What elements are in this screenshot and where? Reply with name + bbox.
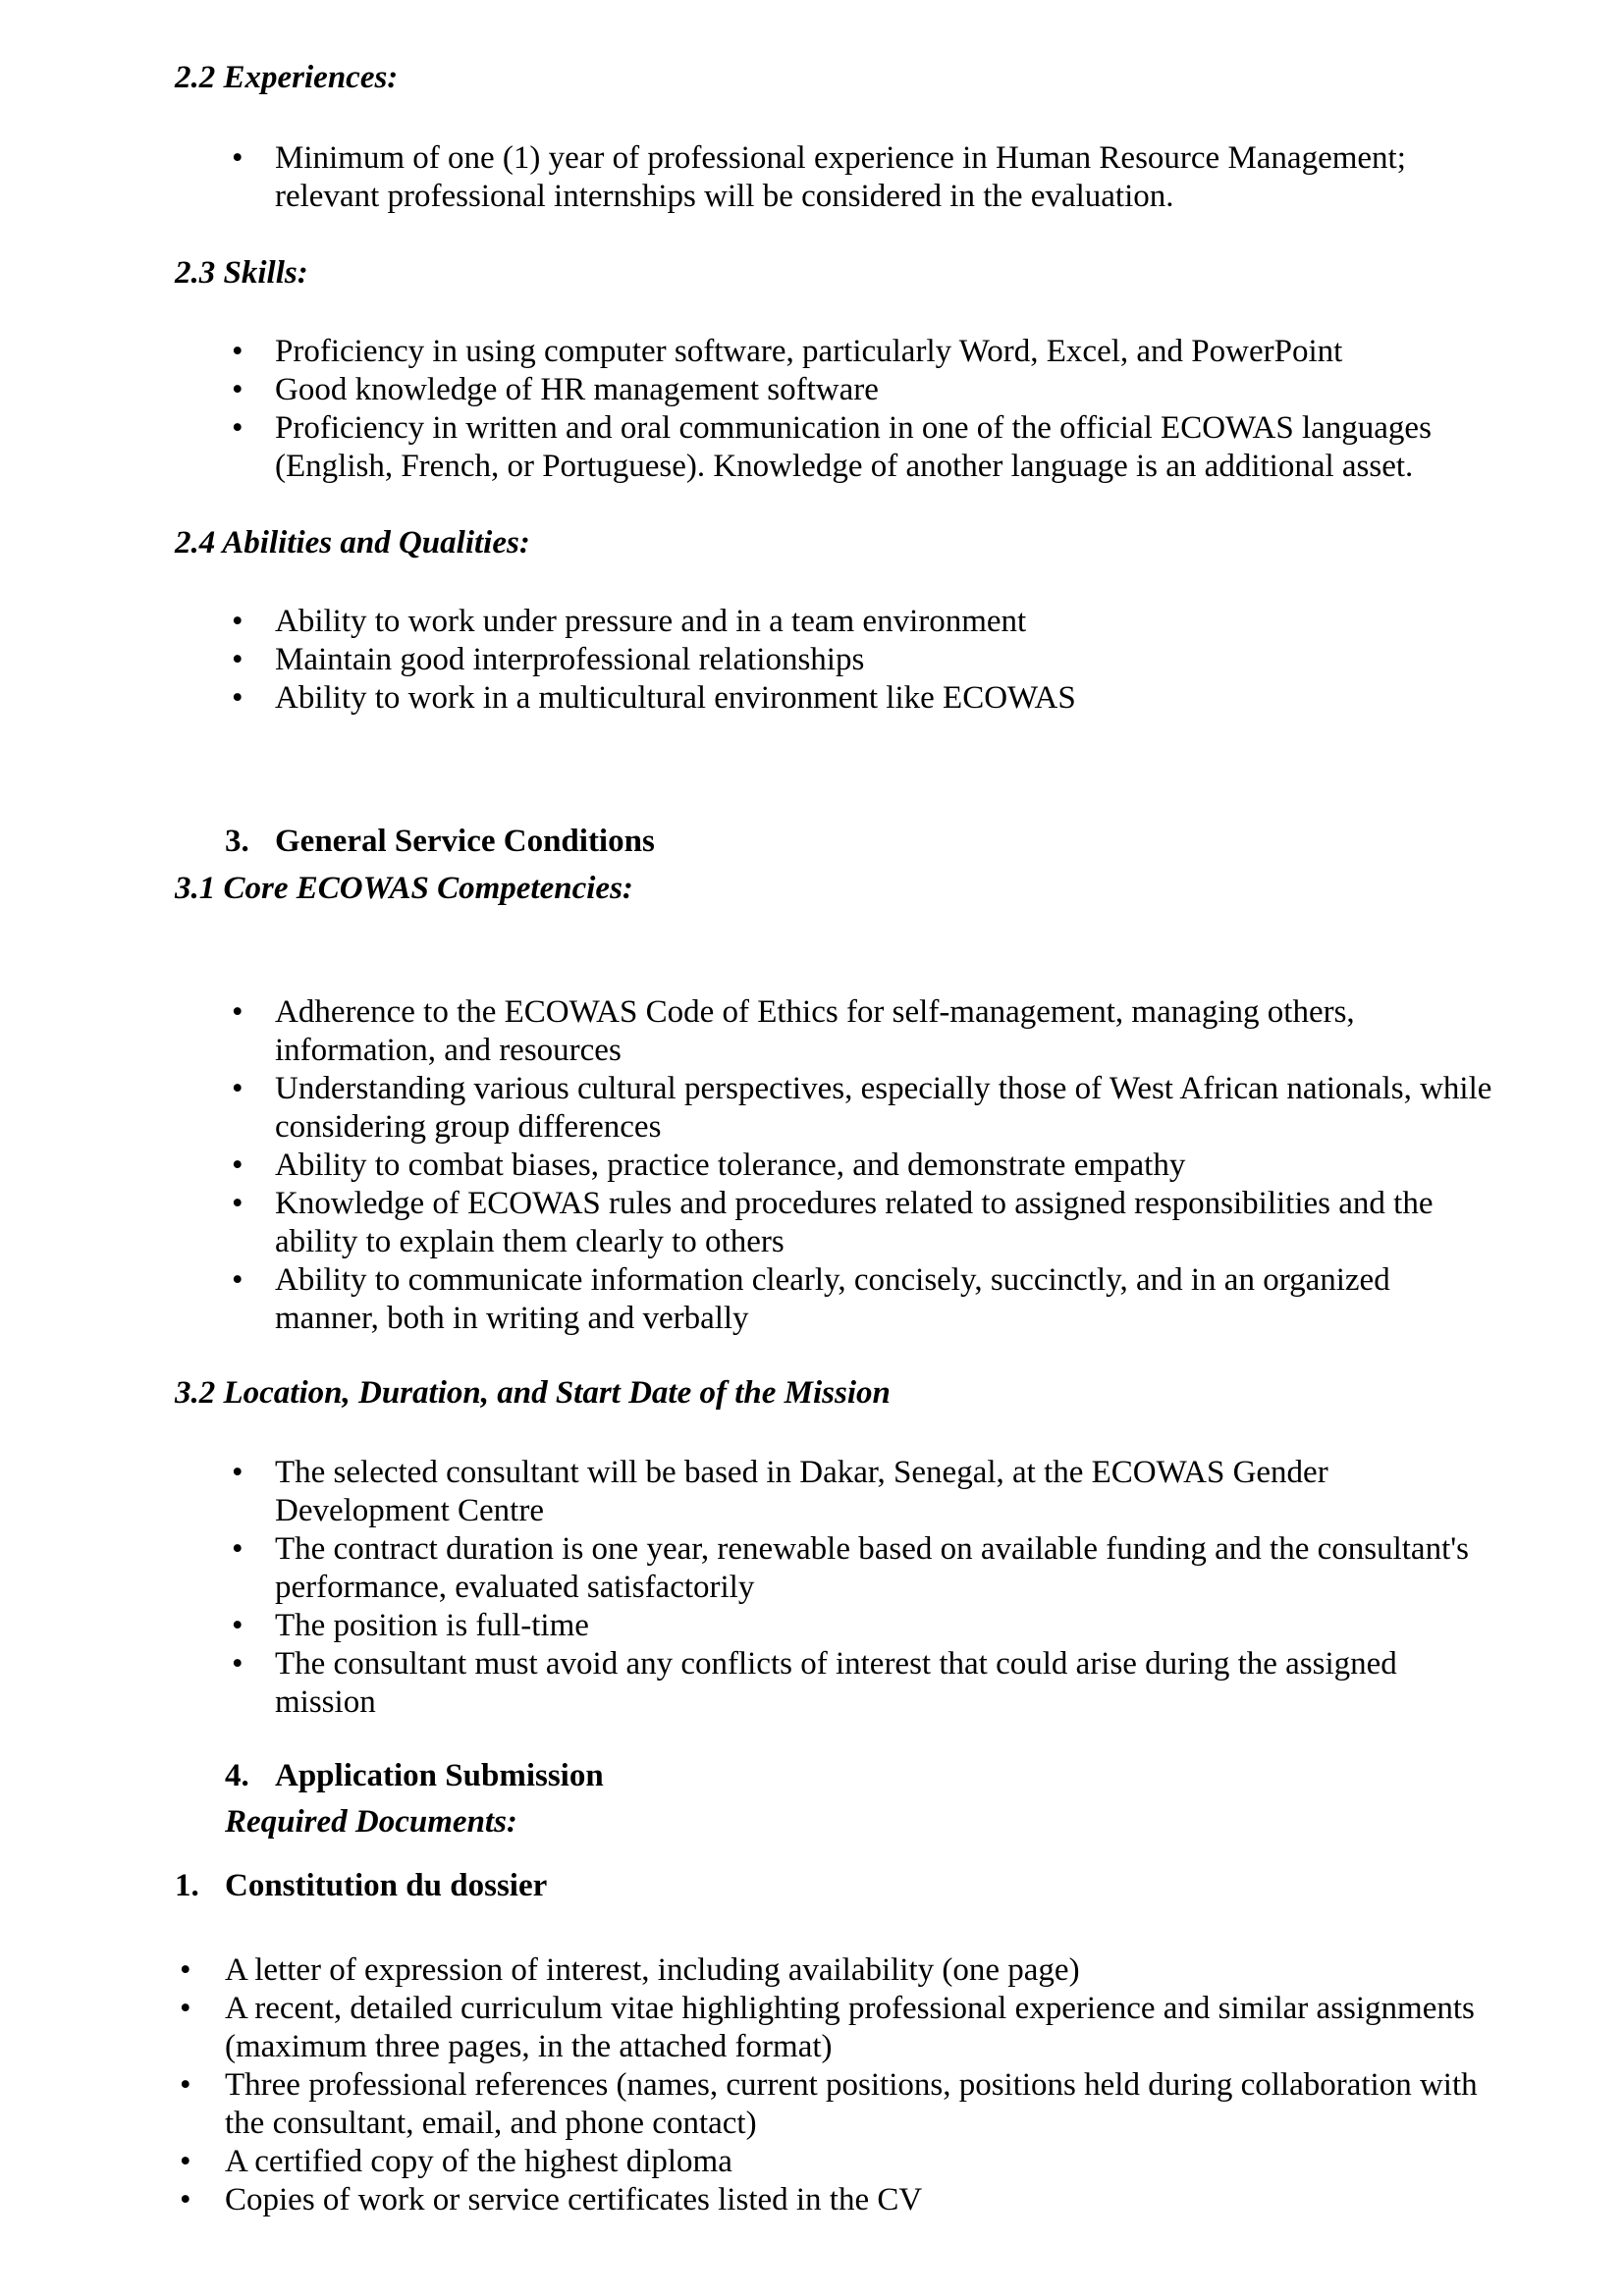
skills-list: [275, 333, 1492, 486]
list-item: • Three professional references (names, current positions, positions held during collaboration with the consultant, email, and phone contact): [225, 2066, 1491, 2143]
abilities-list: [275, 603, 1492, 718]
heading-experiences: 2.2 Experiences:: [175, 60, 399, 95]
experiences-list: [275, 139, 1492, 216]
list-item: • The consultant must avoid any conflicts of interest that could arise during the assigned mission: [275, 1645, 1492, 1722]
list-item: • Ability to communicate information clearly, concisely, succinctly, and in an organized manner, both in writing and verbally: [275, 1261, 1492, 1338]
list-item: • Minimum of one (1) year of professional experience in Human Resource Management; relevant professional internships will be considered in the evaluation.: [275, 139, 1492, 216]
heading-required-documents: Required Documents:: [225, 1804, 517, 1840]
section-number: 3.: [225, 824, 249, 859]
section-title: Constitution du dossier: [225, 1868, 548, 1903]
list-item: • A letter of expression of interest, including availability (one page): [225, 1951, 1491, 1990]
list-item: • Maintain good interprofessional relationships: [275, 641, 1492, 679]
heading-abilities-qualities: 2.4 Abilities and Qualities:: [175, 525, 530, 561]
list-item: • The contract duration is one year, renewable based on available funding and the consultant's performance, evaluated satisfactorily: [275, 1530, 1492, 1607]
heading-skills: 2.3 Skills:: [175, 255, 308, 291]
list-item: • Ability to work in a multicultural environment like ECOWAS: [275, 679, 1492, 718]
list-item: • Proficiency in using computer software, particularly Word, Excel, and PowerPoint: [275, 333, 1492, 371]
list-item: • Knowledge of ECOWAS rules and procedures related to assigned responsibilities and the ability to explain them clearly to others: [275, 1185, 1492, 1261]
list-item: • Adherence to the ECOWAS Code of Ethics for self-management, managing others, information, and resources: [275, 993, 1492, 1070]
section-number: 4.: [225, 1758, 249, 1793]
list-item: • The position is full-time: [275, 1607, 1492, 1645]
heading-core-competencies: 3.1 Core ECOWAS Competencies:: [175, 871, 633, 906]
heading-location-duration: 3.2 Location, Duration, and Start Date of the Mission: [175, 1375, 891, 1411]
list-item: • Proficiency in written and oral communication in one of the official ECOWAS languages (English, French, or Portuguese). Knowledge of another language is an additional asset.: [275, 409, 1492, 486]
section-title: Application Submission: [275, 1758, 604, 1793]
list-item: • The selected consultant will be based in Dakar, Senegal, at the ECOWAS Gender Development Centre: [275, 1454, 1492, 1530]
list-item: • Ability to work under pressure and in a team environment: [275, 603, 1492, 641]
competencies-list: [275, 993, 1492, 1338]
list-item: • A certified copy of the highest diploma: [225, 2143, 1491, 2181]
list-item: • Copies of work or service certificates listed in the CV: [225, 2181, 1491, 2219]
list-item: • Good knowledge of HR management software: [275, 371, 1492, 409]
section-title: General Service Conditions: [275, 824, 655, 859]
documents-list: [225, 1951, 1491, 2219]
section-number: 1.: [175, 1868, 199, 1903]
list-item: • Ability to combat biases, practice tolerance, and demonstrate empathy: [275, 1147, 1492, 1185]
list-item: • Understanding various cultural perspectives, especially those of West African nationals, while considering group differences: [275, 1070, 1492, 1147]
location-list: [275, 1454, 1492, 1722]
list-item: • A recent, detailed curriculum vitae highlighting professional experience and similar assignments (maximum three pages, in the attached format): [225, 1990, 1491, 2066]
